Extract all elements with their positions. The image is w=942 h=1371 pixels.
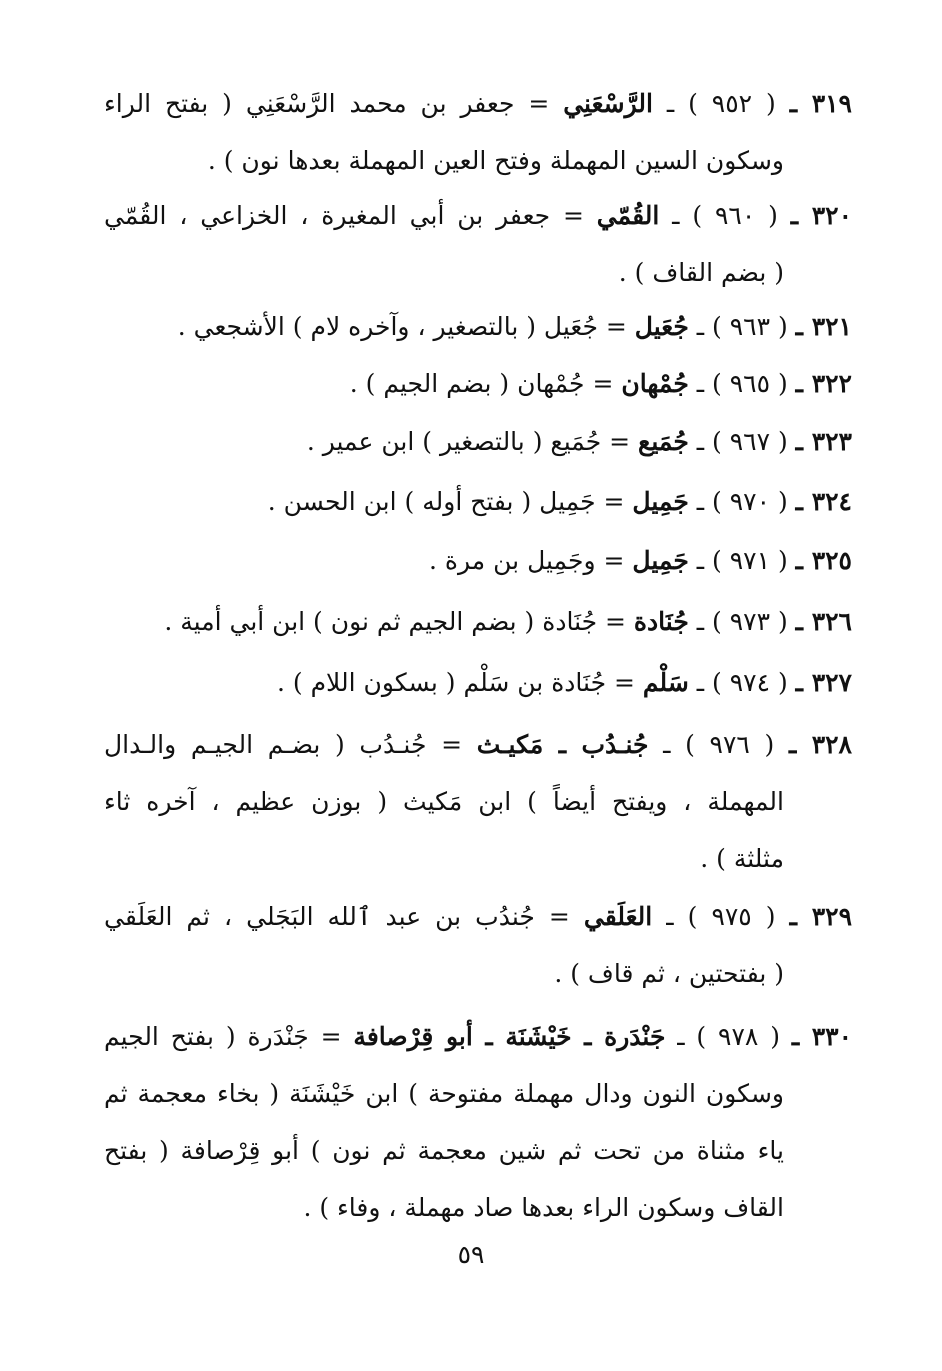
entry-328 [104,716,852,887]
entry-keyword: جَمِيل [632,546,689,575]
entry-reference: ( ٩٦٠ ) ـ [672,201,778,230]
entry-first-line [104,1008,852,1065]
entry-text: = جعفر بن أبي المغيرة ، الخزاعي ، القُمّي [104,201,584,230]
entry-keyword: جَمِيل [632,487,689,516]
entry-continuation: القاف وسكون الراء بعدها صاد مهملة ، وفاء ) . [303,1193,784,1222]
entry-number: ٣٢٢ ـ [795,369,852,398]
entry-keyword: جُعَيل [634,312,689,341]
entry-first-line [104,413,852,470]
entry-first-line [104,187,852,244]
entry-330 [104,1008,852,1236]
entry-text: = جُعَيل ( بالتصغير ، وآخره لام ) الأشجعي . [177,312,627,341]
entry-text: = جُمَيع ( بالتصغير ) ابن عمير . [306,427,631,456]
entry-number: ٣٢٥ ـ [795,546,852,575]
entry-keyword: جُمَيع [638,427,689,456]
entry-319 [104,75,852,189]
entry-continuation: مثلثة ) . [700,844,784,873]
entry-keyword: القُمّي [596,201,660,230]
entry-reference: ( ٩٧٦ ) ـ [663,730,775,759]
entry-321 [104,298,852,355]
entry-number: ٣٢٦ ـ [795,607,852,636]
entry-keyword: الرَّسْعَنِي [563,89,653,118]
entry-325 [104,532,852,589]
entry-number: ٣٢١ ـ [795,312,852,341]
entry-continuation: ياء مثناة من تحت ثم شين معجمة ثم نون ) أبو قِرْصافة ( بفتح [104,1136,784,1165]
entry-text: = جُمْهان ( بضم الجيم ) . [349,369,614,398]
entry-keyword: جُنـدُب ـ مَكيـث [476,730,649,759]
entry-text: = جَنْدَرة ( بفتح الجيم [104,1022,342,1051]
entry-first-line [104,716,852,773]
entry-reference: ( ٩٧٤ ) ـ [696,668,788,697]
entry-reference: ( ٩٦٣ ) ـ [696,312,788,341]
entry-keyword: جَنْدَرة ـ خَيْشَنَة ـ أبو قِرْصافة [353,1022,666,1051]
entry-first-line [104,298,852,355]
entry-keyword: سَلْم [642,668,689,697]
page-number: ٥٩ [457,1240,485,1269]
entry-reference: ( ٩٧١ ) ـ [696,546,788,575]
entry-327 [104,654,852,711]
entry-320 [104,187,852,301]
entry-reference: ( ٩٧٥ ) ـ [666,902,776,931]
entry-first-line [104,75,852,132]
entry-reference: ( ٩٥٢ ) ـ [666,89,776,118]
entry-text: = جُنـدُب ( بضـم الجيـم والـدال [104,730,463,759]
entry-continuation: وسكون السين المهملة وفتح العين المهملة بعدها نون ) . [207,146,784,175]
entry-323 [104,413,852,470]
entry-reference: ( ٩٧٨ ) ـ [677,1022,780,1051]
entry-continuation: ( بفتحتين ، ثم قاف ) . [554,959,784,988]
entry-reference: ( ٩٦٥ ) ـ [696,369,788,398]
entry-324 [104,473,852,530]
entry-text: = جُنَادة بن سَلْم ( بسكون اللام ) . [276,668,635,697]
entry-number: ٣٢٧ ـ [795,668,852,697]
entry-text: = جَمِيل ( بفتح أوله ) ابن الحسن . [267,487,625,516]
entry-329 [104,888,852,1002]
entry-number: ٣٢٩ ـ [789,902,852,931]
entry-text: = جعفر بن محمد الرَّسْعَنِي ( بفتح الراء [104,89,550,118]
entry-number: ٣٢٠ ـ [790,201,852,230]
entry-322 [104,355,852,412]
entry-continuation: المهملة ، ويفتح أيضاً ) ابن مَكيث ( بوزن عظيم ، آخره ثاء [104,787,784,816]
entry-number: ٣٢٤ ـ [795,487,852,516]
entry-first-line [104,654,852,711]
entry-number: ٣٢٨ ـ [788,730,852,759]
entry-keyword: جُمْهان [621,369,689,398]
entry-text: = وجَمِيل بن مرة . [429,546,625,575]
entry-keyword: جُنَادة [633,607,689,636]
entry-first-line [104,888,852,945]
entry-number: ٣٢٣ ـ [795,427,852,456]
entry-text: = جُندُب بن عبد ٱلله البَجَلي ، ثم العَلَقي [104,902,570,931]
entry-first-line [104,532,852,589]
entry-326 [104,593,852,650]
entry-first-line [104,473,852,530]
entry-continuation: وسكون النون ودال مهملة مفتوحة ) ابن خَيْشَنَة ( بخاء معجمة ثم [104,1079,784,1108]
entry-continuation: ( بضم القاف ) . [618,258,784,287]
entry-first-line [104,355,852,412]
entry-text: = جُنَادة ( بضم الجيم ثم نون ) ابن أبي أمية . [164,607,626,636]
entry-number: ٣٣٠ ـ [791,1022,852,1051]
entry-reference: ( ٩٦٧ ) ـ [696,427,788,456]
entry-first-line [104,593,852,650]
entry-reference: ( ٩٧٠ ) ـ [696,487,788,516]
entry-reference: ( ٩٧٣ ) ـ [696,607,788,636]
entry-keyword: العَلَقي [583,902,653,931]
entry-number: ٣١٩ ـ [789,89,852,118]
